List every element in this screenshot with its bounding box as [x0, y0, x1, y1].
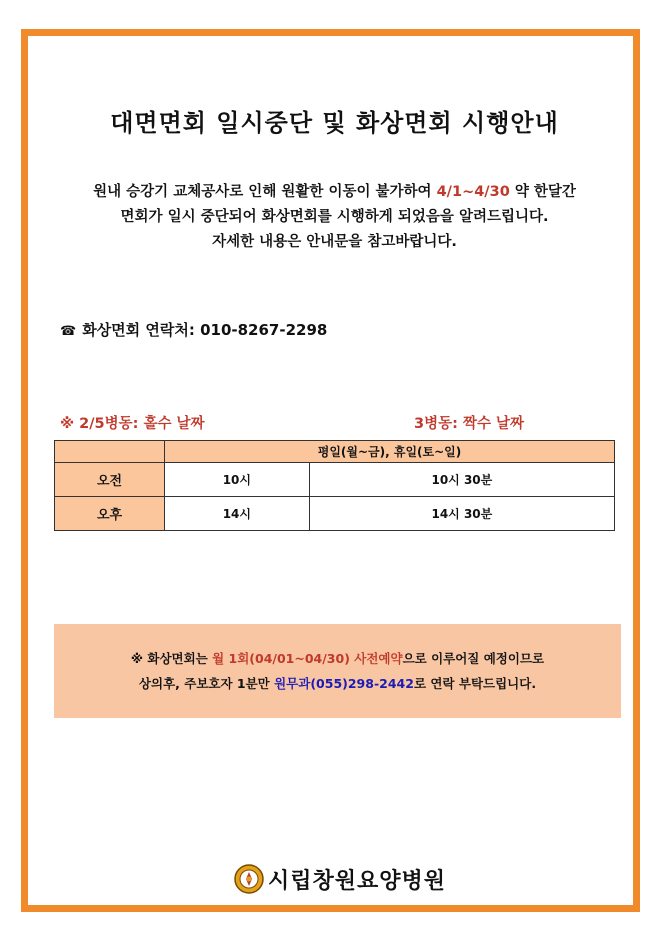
slot-label: 오전 [55, 463, 165, 497]
table-row [55, 463, 615, 497]
ward-odd-dates: ※ 2/5병동: 홀수 날짜 [60, 416, 205, 432]
hospital-logo [234, 862, 446, 896]
intro-line-3: 자세한 내용은 안내문을 참고바랍니다. [212, 234, 457, 250]
page-title: 대면면회 일시중단 및 화상면회 시행안내 [110, 109, 559, 137]
intro-line-1: 원내 승강기 교체공사로 인해 원활한 이동이 불가하여 4/1~4/30 약 한달간 [93, 184, 576, 200]
hospital-name: 시립창원요양병원 [268, 868, 447, 894]
table-row [55, 497, 615, 531]
notice-box [54, 624, 621, 718]
hospital-emblem-icon [234, 864, 264, 894]
intro-text [0, 180, 669, 255]
notice-line-2: 상의후, 주보호자 1분만 원무과(055)298-2442로 연락 부탁드립니다. [138, 676, 537, 691]
contact-info [60, 319, 327, 340]
table-header: 평일(월~금), 휴일(토~일) [165, 441, 615, 463]
date-range-highlight: 4/1~4/30 [436, 184, 510, 200]
time-cell: 10시 30분 [309, 463, 614, 497]
schedule-table [54, 440, 615, 531]
phone-icon: ☎ [60, 324, 77, 339]
header-empty-cell [55, 441, 165, 463]
contact-text: 화상면회 연락처: 010-8267-2298 [82, 321, 328, 339]
reservation-highlight: 월 1회(04/01~04/30) 사전예약 [212, 651, 403, 666]
ward-even-dates: 3병동: 짝수 날짜 [414, 416, 525, 432]
notice-line-1: ※ 화상면회는 월 1회(04/01~04/30) 사전예약으로 이루어질 예정이므로 [130, 651, 545, 666]
time-cell: 10시 [165, 463, 310, 497]
time-cell: 14시 30분 [309, 497, 614, 531]
table-header-row [55, 441, 615, 463]
intro-line-2: 면회가 일시 중단되어 화상면회를 시행하게 되었음을 알려드립니다. [120, 209, 549, 225]
time-cell: 14시 [165, 497, 310, 531]
office-phone: 원무과(055)298-2442 [274, 676, 414, 691]
slot-label: 오후 [55, 497, 165, 531]
